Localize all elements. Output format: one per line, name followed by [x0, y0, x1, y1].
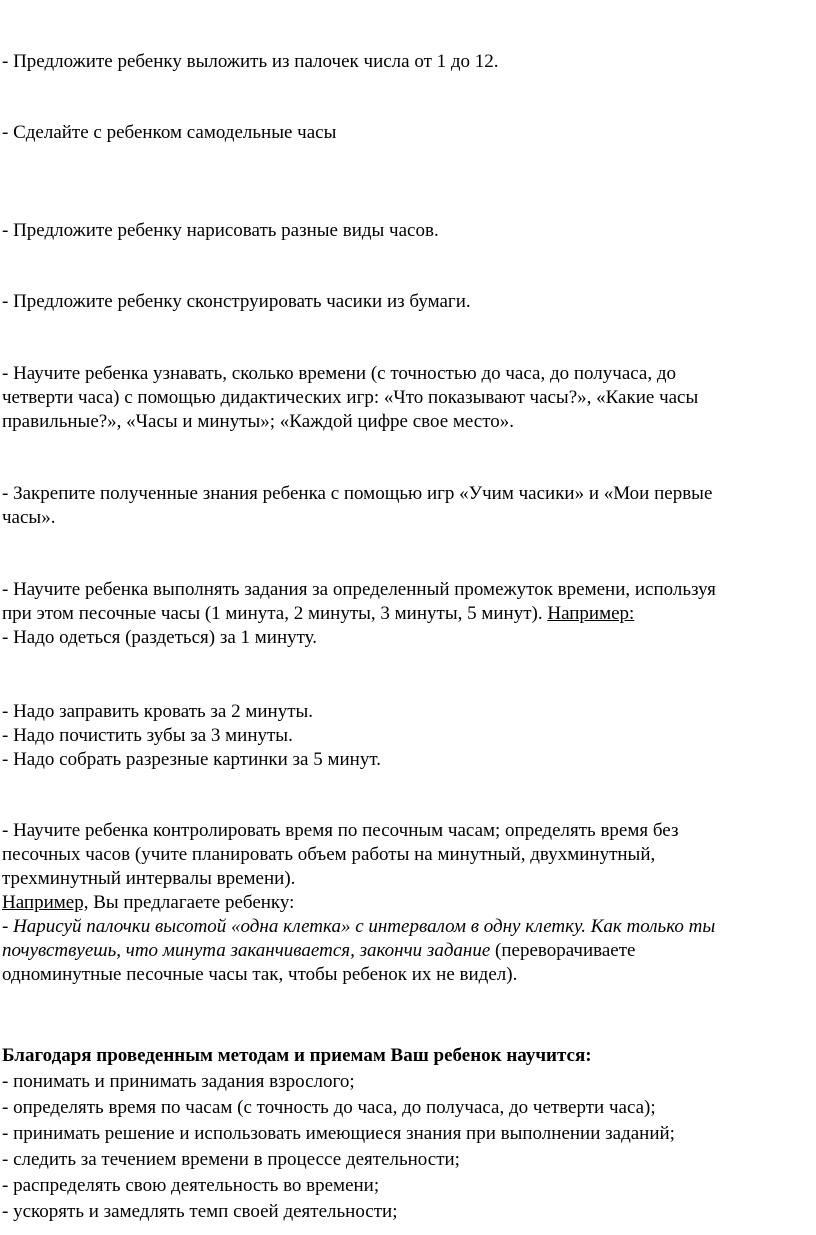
text-line: - Предложите ребенку выложить из палочек числа от 1 до 12.	[2, 51, 499, 72]
text-line-italic: - Нарисуй палочки высотой «одна клетка» с интервалом в одну клетку. Как только ты	[2, 916, 716, 937]
text-line: - Научите ребенка контролировать время по песочным часам; определять время без	[2, 820, 679, 841]
text-segment: Вы предлагаете ребенку:	[88, 892, 295, 913]
paragraph-homemade-clock	[2, 121, 792, 145]
text-line	[2, 891, 792, 915]
summary-heading: Благодаря проведенным методам и приемам Ваш ребенок научится:	[2, 1045, 592, 1066]
text-line: правильные?», «Часы и минуты»; «Каждой цифре свое место».	[2, 411, 515, 432]
paragraph-hourglass-tasks	[2, 578, 792, 650]
paragraph-reinforce-games	[2, 482, 792, 530]
paragraph-example-tasks	[2, 700, 792, 772]
paragraph-tell-time-games	[2, 362, 792, 434]
text-line: - Надо почистить зубы за 3 минуты.	[2, 725, 293, 746]
paragraph-sticks-numbers	[2, 50, 792, 74]
paragraph-draw-clocks	[2, 219, 792, 243]
text-line: - Надо собрать разрезные картинки за 5 минут.	[2, 749, 381, 770]
text-line: одноминутные песочные часы так, чтобы ребенок их не видел).	[2, 964, 518, 985]
text-line: - Сделайте с ребенком самодельные часы	[2, 122, 337, 143]
text-line: часы».	[2, 507, 56, 528]
summary-item: - ускорять и замедлять темп своей деятельности;	[2, 1201, 398, 1222]
text-line: - Научите ребенка узнавать, сколько времени (с точностью до часа, до получаса, до	[2, 363, 677, 384]
example-label: Например,	[2, 892, 89, 913]
summary-item: - следить за течением времени в процессе деятельности;	[2, 1149, 460, 1170]
paragraph-paper-clock	[2, 290, 792, 314]
paragraph-control-time	[2, 819, 792, 987]
text-line: - Надо заправить кровать за 2 минуты.	[2, 701, 314, 722]
text-line: песочных часов (учите планировать объем работы на минутный, двухминутный,	[2, 844, 656, 865]
summary-item: - понимать и принимать задания взрослого;	[2, 1071, 355, 1092]
summary-item: - принимать решение и использовать имеющиеся знания при выполнении заданий;	[2, 1123, 675, 1144]
text-line	[2, 939, 792, 963]
text-line: - Научите ребенка выполнять задания за определенный промежуток времени, используя	[2, 579, 716, 600]
summary-section	[2, 1044, 792, 1224]
text-line: - Предложите ребенку нарисовать разные виды часов.	[2, 220, 439, 241]
summary-item: - определять время по часам (с точность до часа, до получаса, до четверти часа);	[2, 1097, 656, 1118]
text-line: четверти часа) с помощью дидактических игр: «Что показывают часы?», «Какие часы	[2, 387, 699, 408]
text-segment: (переворачиваете	[490, 940, 636, 961]
summary-item: - распределять свою деятельность во времени;	[2, 1175, 380, 1196]
text-segment: при этом песочные часы (1 минута, 2 минуты, 3 минуты, 5 минут).	[2, 603, 548, 624]
text-line: - Предложите ребенку сконструировать часики из бумаги.	[2, 291, 471, 312]
text-segment-italic: почувствуешь, что минута заканчивается, закончи задание	[2, 940, 491, 961]
text-line: трехминутный интервалы времени).	[2, 868, 296, 889]
text-line: - Закрепите полученные знания ребенка с помощью игр «Учим часики» и «Мои первые	[2, 483, 713, 504]
example-label: Например:	[547, 603, 635, 624]
text-line	[2, 602, 792, 626]
text-line: - Надо одеться (раздеться) за 1 минуту.	[2, 627, 318, 648]
